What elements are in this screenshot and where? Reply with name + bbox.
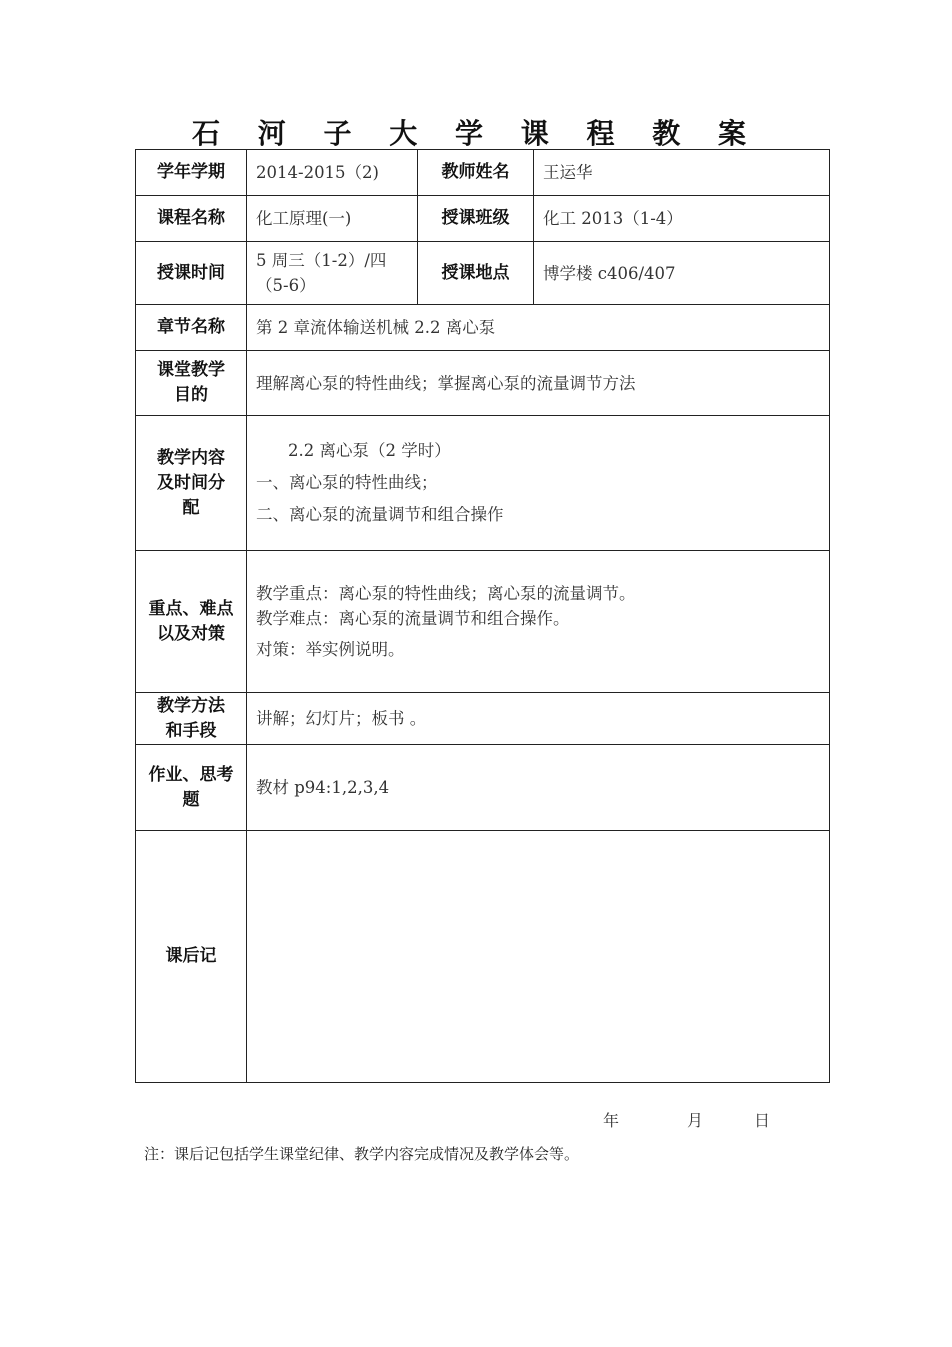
keypoints-line: 教学重点：离心泵的特性曲线；离心泵的流量调节。 — [256, 584, 636, 603]
time-label: 授课时间 — [136, 242, 247, 305]
footnote: 注：课后记包括学生课堂纪律、教学内容完成情况及教学体会等。 — [144, 1145, 580, 1163]
content-line: 二、离心泵的流量调节和组合操作 — [256, 505, 504, 524]
method-value: 讲解；幻灯片；板书 。 — [247, 693, 830, 745]
row-afterclass — [136, 831, 830, 1083]
homework-label-line2: 题 — [182, 789, 200, 810]
date-year: 年 — [603, 1111, 620, 1130]
academic-term-value: 2014-2015（2) — [247, 150, 418, 196]
date-month: 月 — [687, 1111, 704, 1130]
teacher-value: 王运华 — [534, 150, 830, 196]
method-label — [136, 693, 247, 745]
course-value: 化工原理(一) — [247, 196, 418, 242]
row-content — [136, 416, 830, 551]
lesson-plan-table — [135, 149, 830, 1083]
keypoints-value — [247, 551, 830, 693]
afterclass-notes — [247, 831, 830, 1083]
class-label: 授课班级 — [418, 196, 534, 242]
keypoints-line: 教学难点：离心泵的流量调节和组合操作。 — [256, 609, 570, 628]
row-keypoints — [136, 551, 830, 693]
row-objective — [136, 351, 830, 416]
homework-label-line1: 作业、思考 — [148, 764, 234, 785]
afterclass-label: 课后记 — [136, 831, 247, 1083]
date-day: 日 — [754, 1111, 771, 1130]
time-value — [247, 242, 418, 305]
row-course-class — [136, 196, 830, 242]
location-label: 授课地点 — [418, 242, 534, 305]
row-term-teacher — [136, 150, 830, 196]
objective-value: 理解离心泵的特性曲线；掌握离心泵的流量调节方法 — [247, 351, 830, 416]
objective-label — [136, 351, 247, 416]
method-label-line1: 教学方法 — [157, 695, 225, 716]
teacher-label: 教师姓名 — [418, 150, 534, 196]
course-label: 课程名称 — [136, 196, 247, 242]
keypoints-label-line2: 以及对策 — [157, 623, 225, 644]
content-label-line3: 配 — [182, 497, 200, 518]
academic-term-label: 学年学期 — [136, 150, 247, 196]
content-line: 2.2 离心泵（2 学时） — [288, 441, 451, 460]
keypoints-line: 对策：举实例说明。 — [256, 640, 405, 659]
keypoints-label-line1: 重点、难点 — [148, 598, 234, 619]
content-line: 一、离心泵的特性曲线； — [256, 473, 438, 492]
page-title: 石 河 子 大 学 课 程 教 案 — [192, 117, 760, 150]
row-method — [136, 693, 830, 745]
keypoints-label — [136, 551, 247, 693]
row-chapter — [136, 305, 830, 351]
location-value: 博学楼 c406/407 — [534, 242, 830, 305]
content-label-line1: 教学内容 — [157, 447, 225, 468]
chapter-label: 章节名称 — [136, 305, 247, 351]
time-value-line2: （5-6） — [256, 276, 316, 295]
homework-value: 教材 p94:1,2,3,4 — [247, 745, 830, 831]
time-value-line1: 5 周三（1-2）/四 — [256, 251, 387, 270]
objective-label-line1: 课堂教学 — [157, 360, 225, 380]
class-value: 化工 2013（1-4） — [534, 196, 830, 242]
content-label — [136, 416, 247, 551]
method-label-line2: 和手段 — [165, 720, 217, 741]
row-time-location — [136, 242, 830, 305]
objective-label-line2: 目的 — [174, 385, 208, 405]
content-label-line2: 及时间分 — [157, 472, 225, 493]
row-homework — [136, 745, 830, 831]
content-value — [247, 416, 830, 551]
chapter-value: 第 2 章流体输送机械 2.2 离心泵 — [247, 305, 830, 351]
homework-label — [136, 745, 247, 831]
